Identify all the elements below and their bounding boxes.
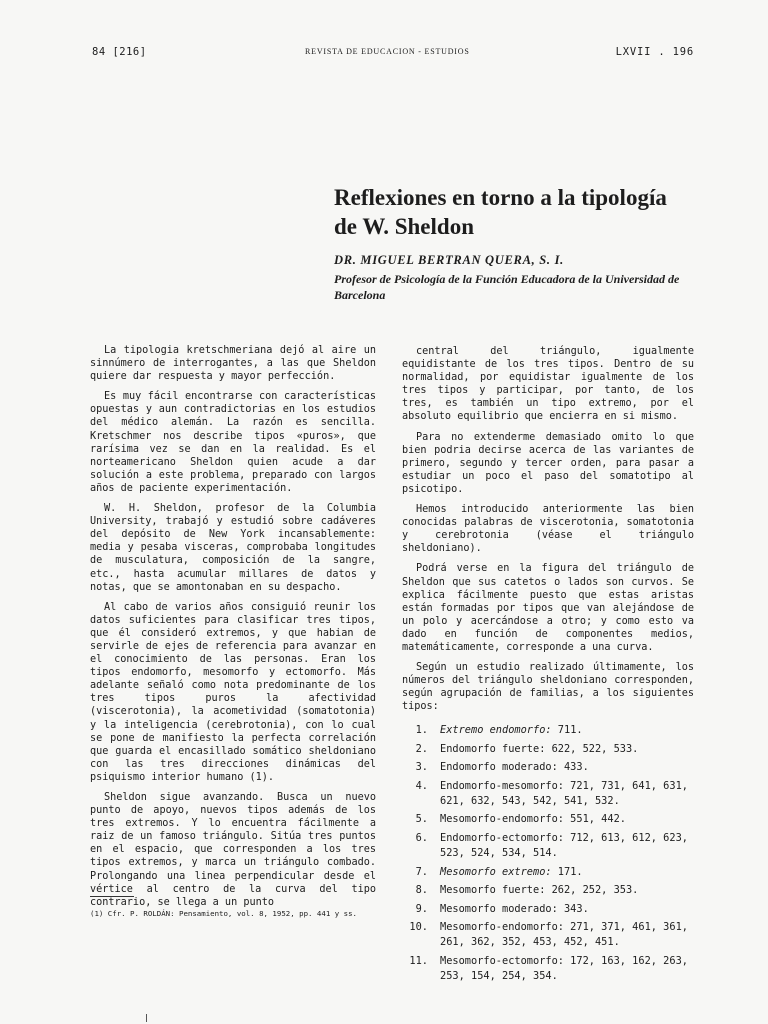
item-number: 11. (409, 954, 428, 967)
journal-name: REVISTA DE EDUCACION - ESTUDIOS (305, 47, 470, 56)
item-number: 2. (415, 742, 428, 755)
paragraph: Según un estudio realizado últimamente, los números del triángulo sheldoniano corresponden, según agrupación de familias, a los siguientes tipos: (402, 662, 694, 713)
somatotype-item (402, 742, 694, 757)
item-number: 4. (415, 779, 428, 792)
somatotype-item (402, 920, 694, 951)
paragraph: Hemos introducido anteriormente las bien conocidas palabras de viscerotonia, somatotonia y cerebrotonia (véase el triángulo sheldoniano). (402, 504, 694, 555)
paragraph: Es muy fácil encontrarse con características opuestas y aun contradictorias en los estudios del médico alemán. La razón es sencilla. Kretschmer nos describe tipos «puros», que rarísima vez se dan en la realidad. Es el norteamericano Sheldon quien acude a dar solución a este problema, preparado con largos años de paciente experimentación. (90, 391, 376, 494)
item-number: 8. (415, 884, 428, 897)
running-head (92, 46, 694, 62)
item-number: 1. (415, 724, 428, 737)
item-number: 7. (415, 865, 428, 878)
somatotype-item (402, 760, 694, 775)
item-text: Mesomorfo extremo: 171. (440, 865, 583, 878)
somatotype-item (402, 812, 694, 827)
item-text: Mesomorfo-endomorfo: 551, 442. (440, 813, 626, 826)
somatotype-item (402, 883, 694, 898)
right-column (402, 345, 694, 988)
somatotype-list (402, 723, 694, 984)
somatotype-item (402, 902, 694, 917)
article-title: Reflexiones en torno a la tipología de W. Sheldon (334, 185, 667, 239)
item-text: Endomorfo fuerte: 622, 522, 533. (440, 742, 639, 755)
item-text: Endomorfo-ectomorfo: 712, 613, 612, 623, 523, 524, 534, 514. (440, 831, 688, 860)
paragraph: La tipologia kretschmeriana dejó al aire un sinnúmero de interrogantes, a las que Sheldon quiere dar respuesta y mayor perfección. (90, 345, 376, 383)
footnote-rule (90, 896, 134, 897)
item-text: Mesomorfo-ectomorfo: 172, 163, 162, 263, 253, 154, 254, 354. (440, 954, 688, 983)
somatotype-item (402, 954, 694, 985)
paragraph: W. H. Sheldon, profesor de la Columbia University, trabajó y estudió sobre cadáveres del depósito de New York incansablemente: media y pesaba visceras, comprobaba longitudes de musculatura, composición de la sangre, etc., hasta acumular millares de datos y notas, que se amontonaban en su despacho. (90, 503, 376, 593)
somatotype-item (402, 831, 694, 862)
paragraph: Al cabo de varios años consiguió reunir los datos suficientes para clasificar tres tipos, que él consideró extremos, y que habian de servirle de ejes de referencia para avanzar en el conocimiento de las personas. Eran los tipos endomorfo, mesomorfo y ectomorfo. Más adelante señaló como nota predominante de los tres tipos puros la afectividad (viscerotonia), la acometividad (somatotonia) y la inteligencia (cerebrotonia), con lo cual se pone de manifiesto la perfecta correlación que guarda el encasillado somático sheldoniano con las tres direcciones dinámicas del psiquismo interior humano (1). (90, 601, 376, 783)
item-number: 6. (415, 831, 428, 844)
item-text: Mesomorfo-endomorfo: 271, 371, 461, 361, 261, 362, 352, 453, 452, 451. (440, 920, 688, 949)
article-author: DR. MIGUEL BERTRAN QUERA, S. I. (334, 253, 564, 267)
volume-number: LXVII . 196 (615, 46, 694, 58)
footnote: (1) Cfr. P. ROLDÁN: Pensamiento, vol. 8, 1952, pp. 441 y ss. (90, 909, 357, 918)
scan-mark (146, 1014, 147, 1022)
item-number: 3. (415, 761, 428, 774)
paragraph: Para no extenderme demasiado omito lo que bien podria decirse acerca de las variantes de primero, segundo y tercer orden, para pasar a estudiar un poco el paso del somatotipo al psicotipo. (402, 431, 694, 495)
item-number: 5. (415, 813, 428, 826)
item-number: 9. (415, 902, 428, 915)
somatotype-item (402, 865, 694, 880)
left-column (90, 344, 376, 916)
title-block (334, 183, 694, 303)
page-number: 84 [216] (92, 46, 147, 58)
item-text: Endomorfo-mesomorfo: 721, 731, 641, 631, 621, 632, 543, 542, 541, 532. (440, 779, 688, 808)
item-text: Extremo endomorfo: 711. (440, 724, 583, 737)
author-affiliation: Profesor de Psicología de la Función Educadora de la Universidad de Barcelona (334, 272, 680, 302)
item-text: Mesomorfo fuerte: 262, 252, 353. (440, 884, 639, 897)
item-number: 10. (409, 920, 428, 933)
item-text: Endomorfo moderado: 433. (440, 761, 589, 774)
paragraph: Podrá verse en la figura del triángulo de Sheldon que sus catetos o lados son curvos. Se explica fácilmente puesto que estas aristas están formadas por tipos que van alejándose de un polo y acercándose a otro; y como esto va dado en función de componentes medios, matemáticamente, corresponde a una curva. (402, 563, 694, 653)
somatotype-item (402, 779, 694, 810)
paragraph: central del triángulo, igualmente equidistante de los tres tipos. Dentro de su normalidad, por equidistar igualmente de los tres tipos y participar, por tanto, de los tres, es también un tipo extremo, por el absoluto equilibrio que encierra en si mismo. (402, 346, 694, 423)
item-text: Mesomorfo moderado: 343. (440, 902, 589, 915)
paragraph: Sheldon sigue avanzando. Busca un nuevo punto de apoyo, nuevos tipos además de los tres extremos. Y lo encuentra fácilmente a raiz de un famoso triángulo. Sitúa tres puntos en el espacio, que corresponden a los tres tipos extremos, y marca un triángulo combado. Prolongando una linea perpendicular desde el vértice al centro de la curva del tipo contrario, se llega a un punto (90, 792, 376, 908)
somatotype-item (402, 723, 694, 738)
